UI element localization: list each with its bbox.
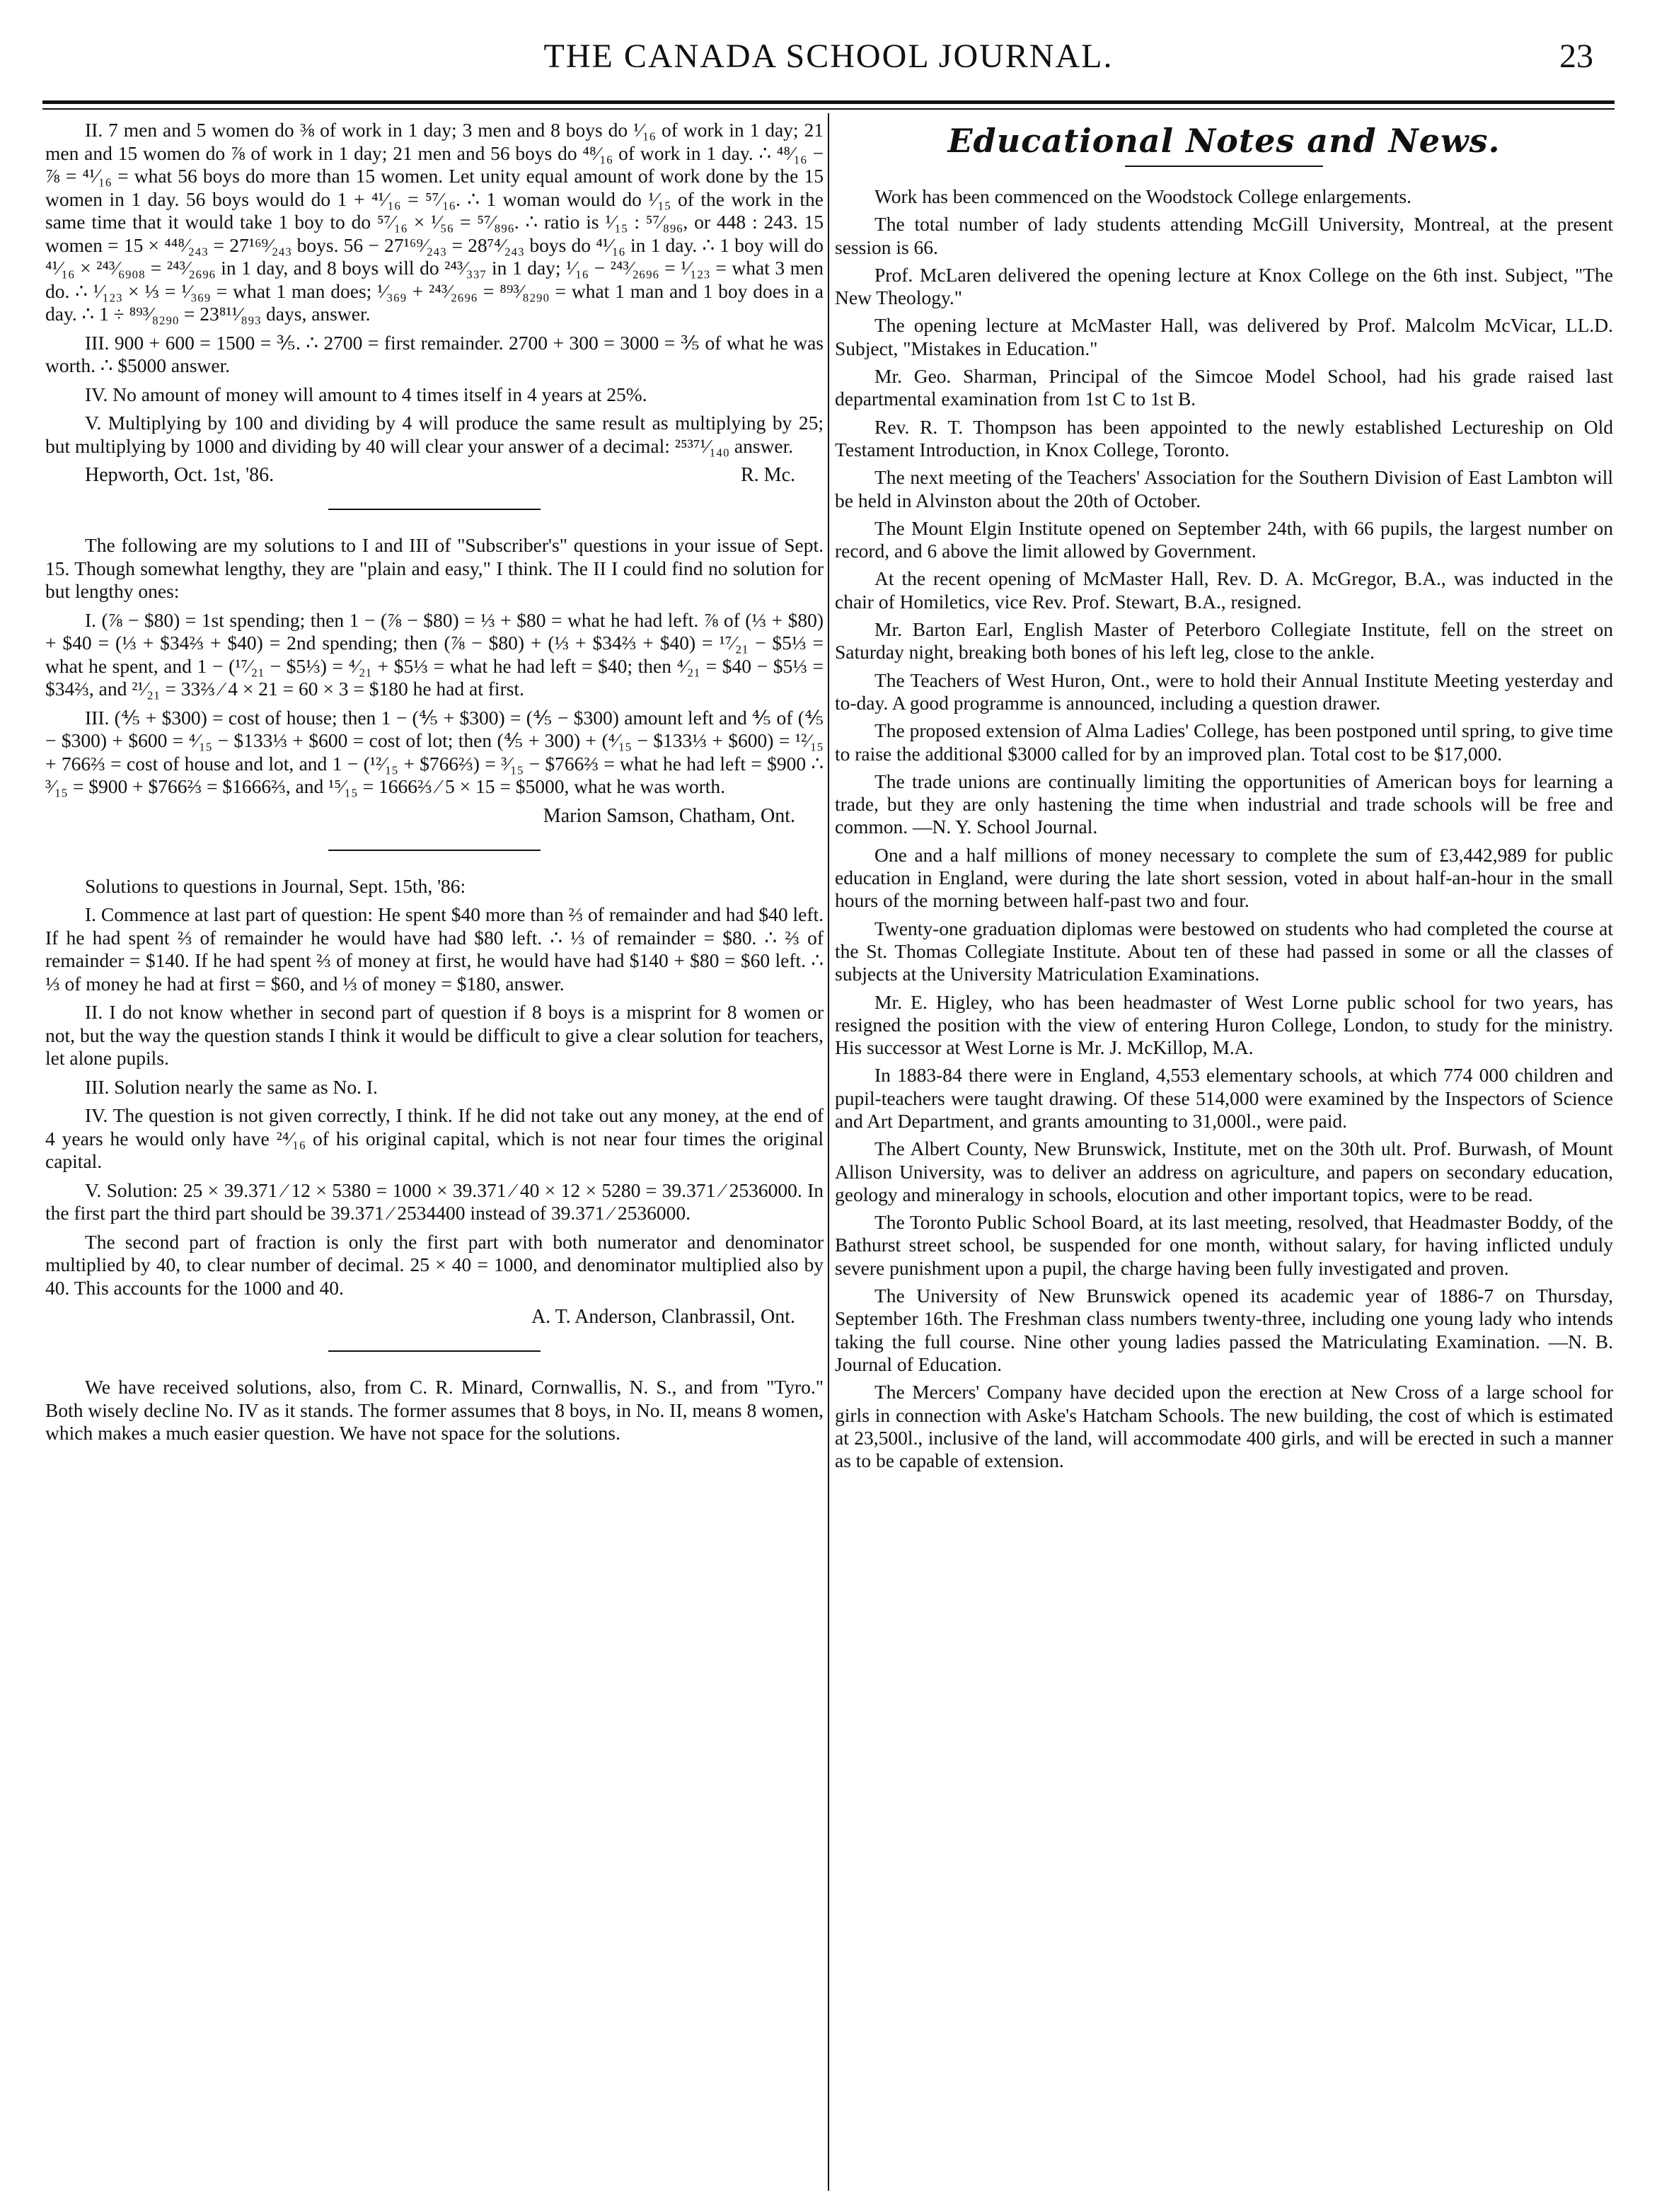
news-item: The Teachers of West Huron, Ont., were to hold their Annual Institute Meeting yesterday and to-day. A good programme is announced, including a question drawer.: [835, 668, 1613, 714]
paragraph: V. Multiplying by 100 and dividing by 4 will produce the same result as multiplying by 25; but multiplying by 1000 and dividing by 40 will clear your answer of a decimal: ²⁵³⁷¹⁄₁₄₀ answer.: [45, 412, 824, 457]
paragraph: V. Solution: 25 × 39.371 ⁄ 12 × 5380 = 1000 × 39.371 ⁄ 40 × 12 × 5280 = 39.371 ⁄ 2536000. In the first part the third part should be 39.371 ⁄ 2534400 instead of 39.371 ⁄ 2536000.: [45, 1179, 824, 1224]
paragraph: The second part of fraction is only the first part with both numerator and denominator multiplied by 40, to clear number of decimal. 25 × 40 = 1000, and denominator multiplied also by 40. This accounts for the 1000 and 40.: [45, 1230, 824, 1299]
section-title: Educational Notes and News.: [947, 122, 1501, 160]
paragraph: II. 7 men and 5 women do ⅜ of work in 1 day; 3 men and 8 boys do ¹⁄₁₆ of work in 1 day; 21 men and 15 women do ⅞ of work in 1 day; 21 men and 56 boys do ⁴⁸⁄₁₆ of work in 1 day. ∴ ⁴⁸⁄₁₆ − ⅞ = ⁴¹⁄₁₆ = what 56 boys do more than 15 women. Let unity equal amount of work done by the 15 women in 1 day. 56 boys would do 1 + ⁴¹⁄₁₆ = ⁵⁷⁄₁₆. ∴ 1 woman would do ¹⁄₁₅ of the work in the same time that it would take 1 boy to do ⁵⁷⁄₁₆ × ¹⁄₅₆ = ⁵⁷⁄₈₉₆. ∴ ratio is ¹⁄₁₅ : ⁵⁷⁄₈₉₆, or 448 : 243. 15 women = 15 × ⁴⁴⁸⁄₂₄₃ = 27¹⁶⁹⁄₂₄₃ boys. 56 − 27¹⁶⁹⁄₂₄₃ = 28⁷⁴⁄₂₄₃ boys do ⁴¹⁄₁₆ in 1 day. ∴ 1 boy will do ⁴¹⁄₁₆ × ²⁴³⁄₆₉₀₈ = ²⁴³⁄₂₆₉₆ in 1 day, and 8 boys will do ²⁴³⁄₃₃₇ in 1 day; ¹⁄₁₆ − ²⁴³⁄₂₆₉₆ = ¹⁄₁₂₃ = what 3 men do. ∴ ¹⁄₁₂₃ × ⅓ = ¹⁄₃₆₉ = what 1 man does; ¹⁄₃₆₉ + ²⁴³⁄₂₆₉₆ = ⁸⁹³⁄₈₂₉₀ = what 1 man and 1 boy does in a day. ∴ 1 ÷ ⁸⁹³⁄₈₂₉₀ = 23⁸¹¹⁄₈₉₃ days, answer.: [45, 119, 824, 325]
news-item: The Toronto Public School Board, at its last meeting, resolved, that Headmaster Boddy, of the Bathurst street school, be suspended for one month, without salary, for having inflicted unduly severe punishment upon a pupil, the charge having been fully investigated and proven.: [835, 1211, 1613, 1279]
news-item: The University of New Brunswick opened its academic year of 1886-7 on Thursday, September 16th. The Freshman class numbers twenty-three, including one young lady who intends taking the full course. Nine other young ladies passed the Matriculating Examination. —N. B. Journal of Education.: [835, 1285, 1613, 1375]
news-item: One and a half millions of money necessary to complete the sum of £3,442,989 for public education in England, were during the late short session, voted in about half-an-hour in the small hours of the morning between half-past two and four.: [835, 843, 1613, 912]
news-item: The Mount Elgin Institute opened on September 24th, with 66 pupils, the largest number on record, and 6 above the limit allowed by Government.: [835, 516, 1613, 562]
section-separator: [328, 1350, 541, 1352]
paragraph: III. (⅘ + $300) = cost of house; then 1 − (⅘ + $300) = (⅘ − $300) amount left and ⅘ of (⅘ − $300) + $600 = ⁴⁄₁₅ − $133⅓ + $600 = cost of lot; then (⅘ + 300) + (⁴⁄₁₅ − $133⅓ + $600) = ¹²⁄₁₅ + 766⅔ = cost of house and lot, and 1 − (¹²⁄₁₅ + $766⅔) = ³⁄₁₅ − $766⅔ = what he had left = $900 ∴ ³⁄₁₅ = $900 + $766⅔ = $1666⅔, and ¹⁵⁄₁₅ = 1666⅔ ⁄ 5 × 15 = $5000, what he was worth.: [45, 706, 824, 797]
news-item: Work has been commenced on the Woodstock College enlargements.: [874, 185, 1412, 207]
section-separator: [328, 850, 541, 851]
header-rule-thin: [42, 108, 1615, 110]
right-column: [835, 119, 1613, 2191]
news-item: Prof. McLaren delivered the opening lecture at Knox College on the 6th inst. Subject, "The New Theology.": [835, 263, 1613, 309]
solutions-block-2: [45, 534, 824, 828]
paragraph: IV. The question is not given correctly, I think. If he did not take out any money, at the end of 4 years he would only have ²⁴⁄₁₆ of his original capital, which is not near four times the original capital.: [45, 1104, 824, 1172]
page-header: [42, 37, 1615, 93]
news-item: Rev. R. T. Thompson has been appointed to the newly established Lectureship on Old Testament Introduction, in Knox College, Toronto.: [835, 415, 1613, 461]
editor-note: [45, 1376, 824, 1445]
news-item: Mr. E. Higley, who has been headmaster of West Lorne public school for two years, has resigned the position with the view of entering Huron College, London, to study for the ministry. His successor at West Lorne is Mr. J. McKillop, M.A.: [835, 990, 1613, 1059]
page-number: 23: [1559, 37, 1593, 75]
signature: A. T. Anderson, Clanbrassil, Ont.: [531, 1306, 795, 1328]
column-divider: [828, 113, 829, 2191]
paragraph: The following are my solutions to I and III of "Subscriber's" questions in your issue of Sept. 15. Though somewhat lengthy, they are "plain and easy," I think. The II I could find no solution for but lengthy ones:: [45, 534, 824, 602]
paragraph: II. I do not know whether in second part of question if 8 boys is a misprint for 8 women or not, but the way the question stands I think it would be difficult to give a clear solution for teachers, let alone pupils.: [45, 1001, 824, 1069]
news-item: The total number of lady students attending McGill University, Montreal, at the present session is 66.: [835, 213, 1613, 258]
title-rule: [1125, 166, 1323, 167]
news-item: The Mercers' Company have decided upon the erection at New Cross of a large school for girls in connection with Aske's Hatcham Schools. The new building, the cost of which is estimated at 23,500l., inclusive of the land, will accommodate 400 girls, and will be erected in such a manner as to be capable of extension.: [835, 1381, 1613, 1472]
news-item: The trade unions are continually limiting the opportunities of American boys for learning a trade, but they are only hastening the time when industrial and trade schools will be free and common. —N. Y. School Journal.: [835, 770, 1613, 838]
paragraph: IV. No amount of money will amount to 4 times itself in 4 years at 25%.: [85, 383, 647, 405]
news-item: In 1883-84 there were in England, 4,553 elementary schools, at which 774 000 children and pupil-teachers were taught drawing. Of these 514,000 were examined by the Inspectors of Science and Art Department, and grants amounting to 31,000l., were paid.: [835, 1064, 1613, 1132]
signature-line: [85, 463, 795, 487]
news-item: The proposed extension of Alma Ladies' College, has been postponed until spring, to give time to raise the additional $3000 called for by an improved plan. Total cost to be $17,000.: [835, 719, 1613, 765]
news-item: The Albert County, New Brunswick, Institute, met on the 30th ult. Prof. Burwash, of Mount Allison University, was to deliver an address on agriculture, and papers on secondary education, geology and mineralogy in schools, elocution and other important topics, were to be read.: [835, 1137, 1613, 1205]
paragraph: I. Commence at last part of question: He spent $40 more than ⅔ of remainder and had $40 left. If he had spent ⅔ of remainder he would have had $80 left. ∴ ⅓ of remainder = $80. ∴ ⅔ of remainder = $140. If he had spent ⅔ of money at first, he would have had $140 + $80 = $60 left. ∴ ⅓ of money he had at first = $60, and ⅓ of money = $180, answer.: [45, 903, 824, 995]
news-item: Mr. Geo. Sharman, Principal of the Simcoe Model School, had his grade raised last departmental examination from 1st C to 1st B.: [835, 365, 1613, 410]
news-item: At the recent opening of McMaster Hall, Rev. D. A. McGregor, B.A., was inducted in the chair of Homiletics, vice Rev. Prof. Stewart, B.A., resigned.: [835, 567, 1613, 613]
news-item: Mr. Barton Earl, English Master of Peterboro Collegiate Institute, fell on the street on Saturday night, breaking both bones of his left leg, close to the ankle.: [835, 618, 1613, 664]
signature-place-date: Hepworth, Oct. 1st, '86.: [85, 464, 275, 486]
solutions-block-1: [45, 119, 824, 487]
news-item: Twenty-one graduation diplomas were bestowed on students who had completed the course at the St. Thomas Collegiate Institute. About ten of these had passed in some or all the classes of subjects at the University Matriculation Examinations.: [835, 917, 1613, 985]
news-item: The next meeting of the Teachers' Association for the Southern Division of East Lambton will be held in Alvinston about the 20th of October.: [835, 466, 1613, 511]
paragraph: III. 900 + 600 = 1500 = ⅗. ∴ 2700 = first remainder. 2700 + 300 = 3000 = ⅗ of what he was worth. ∴ $5000 answer.: [45, 331, 824, 376]
header-rule: [42, 100, 1615, 104]
paragraph: Solutions to questions in Journal, Sept. 15th, '86:: [85, 874, 466, 897]
left-column: [45, 119, 824, 2191]
news-item: The opening lecture at McMaster Hall, was delivered by Prof. Malcolm McVicar, LL.D. Subject, "Mistakes in Education.": [835, 314, 1613, 359]
solutions-block-3: [45, 875, 824, 1330]
paragraph: I. (⅞ − $80) = 1st spending; then 1 − (⅞ − $80) = ⅓ + $80 = what he had left. ⅞ of (⅓ + $80) + $40 = (⅓ + $34⅔ + $40) = 2nd spending; then (⅞ − $80) + (⅓ + $34⅔ + $40) = ¹⁷⁄₂₁ − $5⅓ = what he spent, and 1 − (¹⁷⁄₂₁ − $5⅓) = ⁴⁄₂₁ + $5⅓ = what he had left = $40; then ⁴⁄₂₁ = $40 − $5⅓ = $34⅔, and ²¹⁄₂₁ = 33⅔ ⁄ 4 × 21 = 60 × 3 = $180 he had at first.: [45, 608, 824, 700]
paragraph: We have received solutions, also, from C. R. Minard, Cornwallis, N. S., and from "Tyro." Both wisely decline No. IV as it stands. The former assumes that 8 boys, in No. II, means 8 women, which makes a much easier question. We have not space for the solutions.: [45, 1376, 824, 1444]
section-separator: [328, 509, 541, 510]
signature-name: R. Mc.: [741, 464, 795, 486]
paragraph: III. Solution nearly the same as No. I.: [85, 1075, 378, 1098]
page-title: THE CANADA SCHOOL JOURNAL.: [543, 37, 1114, 75]
signature: Marion Samson, Chatham, Ont.: [543, 804, 795, 827]
